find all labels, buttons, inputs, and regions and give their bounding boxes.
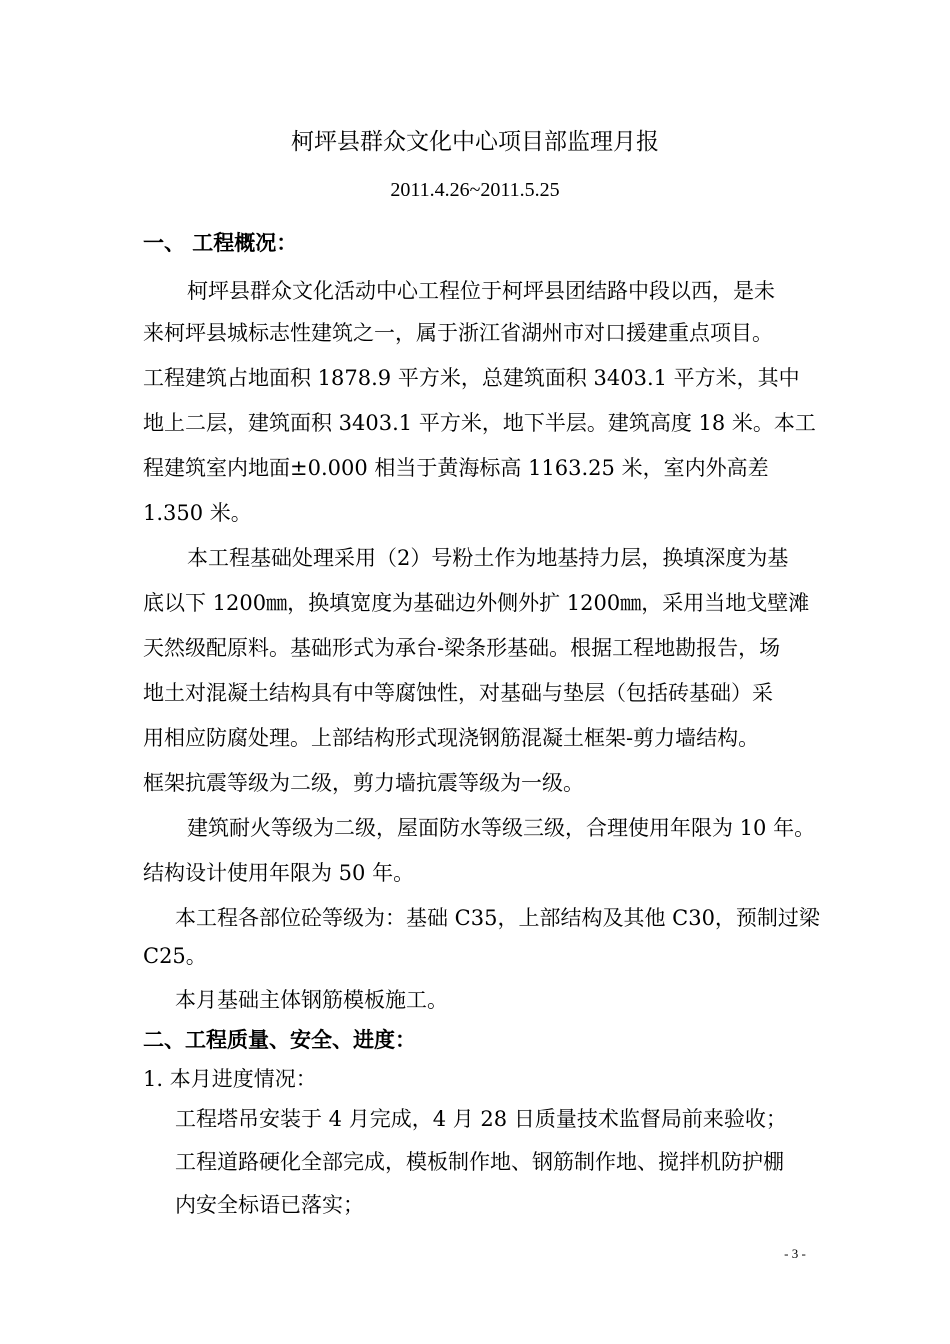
paragraph-line: 1.350 米。 bbox=[143, 501, 252, 525]
paragraph-line: 本工程各部位砼等级为：基础 C35，上部结构及其他 C30，预制过梁 bbox=[175, 906, 820, 930]
report-period: 2011.4.26~2011.5.25 bbox=[390, 179, 560, 201]
paragraph-line: C25。 bbox=[143, 944, 207, 968]
paragraph-line: 来柯坪县城标志性建筑之一，属于浙江省湖州市对口援建重点项目。 bbox=[143, 321, 773, 345]
list-item-line: 工程道路硬化全部完成，模板制作地、钢筋制作地、搅拌机防护棚 bbox=[175, 1150, 784, 1174]
paragraph-line: 建筑耐火等级为二级，屋面防水等级三级，合理使用年限为 10 年。 bbox=[187, 816, 816, 840]
page-number: - 3 - bbox=[784, 1246, 806, 1261]
paragraph-line: 底以下 1200㎜，换填宽度为基础边外侧外扩 1200㎜，采用当地戈壁滩 bbox=[143, 591, 810, 615]
list-item-line: 内安全标语已落实； bbox=[175, 1193, 364, 1217]
paragraph-line: 地土对混凝土结构具有中等腐蚀性，对基础与垫层（包括砖基础）采 bbox=[143, 681, 773, 705]
list-item-line: 工程塔吊安装于 4 月完成，4 月 28 日质量技术监督局前来验收； bbox=[175, 1107, 787, 1131]
paragraph-line: 柯坪县群众文化活动中心工程位于柯坪县团结路中段以西，是未 bbox=[187, 279, 775, 303]
paragraph-line: 工程建筑占地面积 1878.9 平方米，总建筑面积 3403.1 平方米，其中 bbox=[143, 366, 800, 390]
list-item-heading: 1. 本月进度情况： bbox=[143, 1067, 317, 1091]
paragraph-line: 地上二层，建筑面积 3403.1 平方米，地下半层。建筑高度 18 米。本工 bbox=[143, 411, 816, 435]
section-heading-overview: 一、 工程概况： bbox=[143, 230, 298, 255]
paragraph-line: 本月基础主体钢筋模板施工。 bbox=[175, 988, 448, 1012]
paragraph-line: 框架抗震等级为二级，剪力墙抗震等级为一级。 bbox=[143, 771, 584, 795]
paragraph-line: 天然级配原料。基础形式为承台-梁条形基础。根据工程地勘报告，场 bbox=[143, 636, 781, 660]
paragraph-line: 结构设计使用年限为 50 年。 bbox=[143, 861, 415, 885]
paragraph-line: 用相应防腐处理。上部结构形式现浇钢筋混凝土框架-剪力墙结构。 bbox=[143, 726, 760, 750]
page-title: 柯坪县群众文化中心项目部监理月报 bbox=[291, 129, 659, 155]
section-heading-quality: 二、工程质量、安全、进度： bbox=[143, 1027, 416, 1052]
paragraph-line: 本工程基础处理采用（2）号粉土作为地基持力层，换填深度为基 bbox=[187, 546, 789, 570]
paragraph-line: 程建筑室内地面±0.000 相当于黄海标高 1163.25 米，室内外高差 bbox=[143, 456, 769, 480]
